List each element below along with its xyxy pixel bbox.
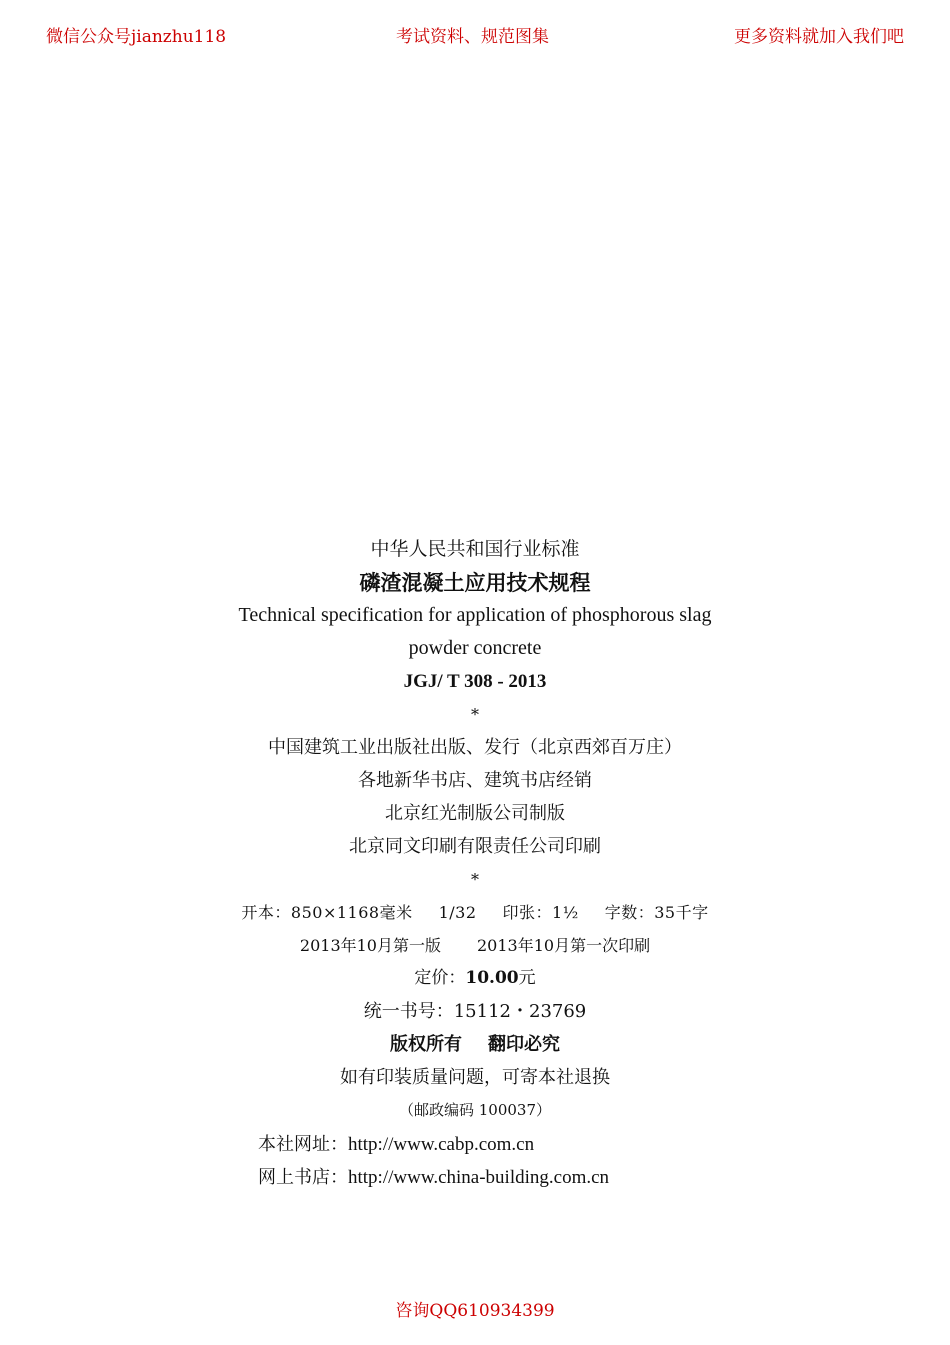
copyright-notice (0, 1028, 950, 1061)
print-specs (0, 896, 950, 929)
postal-code: （邮政编码 100037） (398, 1101, 552, 1119)
document-title: 磷渣混凝土应用技术规程 (359, 570, 591, 595)
edition-info (0, 929, 950, 962)
publisher-website (258, 1128, 609, 1161)
reprint-prohibited: 翻印必究 (488, 1034, 560, 1055)
watermark-contact: 咨询QQ610934399 (395, 1301, 555, 1321)
print-sheets: 印张：1½ (502, 903, 579, 922)
bookstore-label: 网上书店： (258, 1167, 348, 1188)
plate-maker: 北京红光制版公司制版 (385, 803, 565, 824)
english-title-line-1: Technical specification for application of phosphorous slag (238, 604, 712, 626)
separator-star: * (471, 705, 479, 724)
distributor: 各地新华书店、建筑书店经销 (358, 770, 592, 791)
website-url[interactable]: http://www.cabp.com.cn (348, 1134, 535, 1155)
return-notice: 如有印装质量问题，可寄本社退换 (340, 1067, 610, 1088)
english-title-line-2: powder concrete (408, 637, 542, 659)
copyright-reserved: 版权所有 (390, 1034, 462, 1055)
online-bookstore (258, 1161, 609, 1194)
price-unit: 元 (518, 968, 536, 988)
standard-number: JGJ/ T 308 - 2013 (403, 671, 547, 692)
price-value: 10.00 (465, 968, 519, 988)
book-format: 开本：850×1168毫米 (241, 903, 413, 922)
word-count: 字数：35千字 (604, 903, 709, 922)
book-number: 统一书号：15112・23769 (363, 1001, 587, 1022)
web-links (258, 1128, 609, 1194)
watermark-wechat: 微信公众号jianzhu118 (46, 27, 227, 47)
bookstore-url[interactable]: http://www.china-building.com.cn (348, 1167, 610, 1188)
printing: 2013年10月第一次印刷 (477, 936, 651, 955)
website-label: 本社网址： (258, 1134, 348, 1155)
printer: 北京同文印刷有限责任公司印刷 (349, 836, 601, 857)
watermark-join: 更多资料就加入我们吧 (734, 27, 904, 47)
standard-series: 中华人民共和国行业标准 (370, 538, 580, 560)
colophon (0, 533, 950, 1127)
price-label: 定价： (414, 968, 466, 988)
edition: 2013年10月第一版 (299, 936, 441, 955)
publisher: 中国建筑工业出版社出版、发行（北京西郊百万庄） (268, 737, 682, 758)
watermark-materials: 考试资料、规范图集 (396, 27, 549, 47)
folio: 1/32 (438, 903, 477, 922)
separator-star: * (471, 870, 479, 889)
price (0, 962, 950, 995)
